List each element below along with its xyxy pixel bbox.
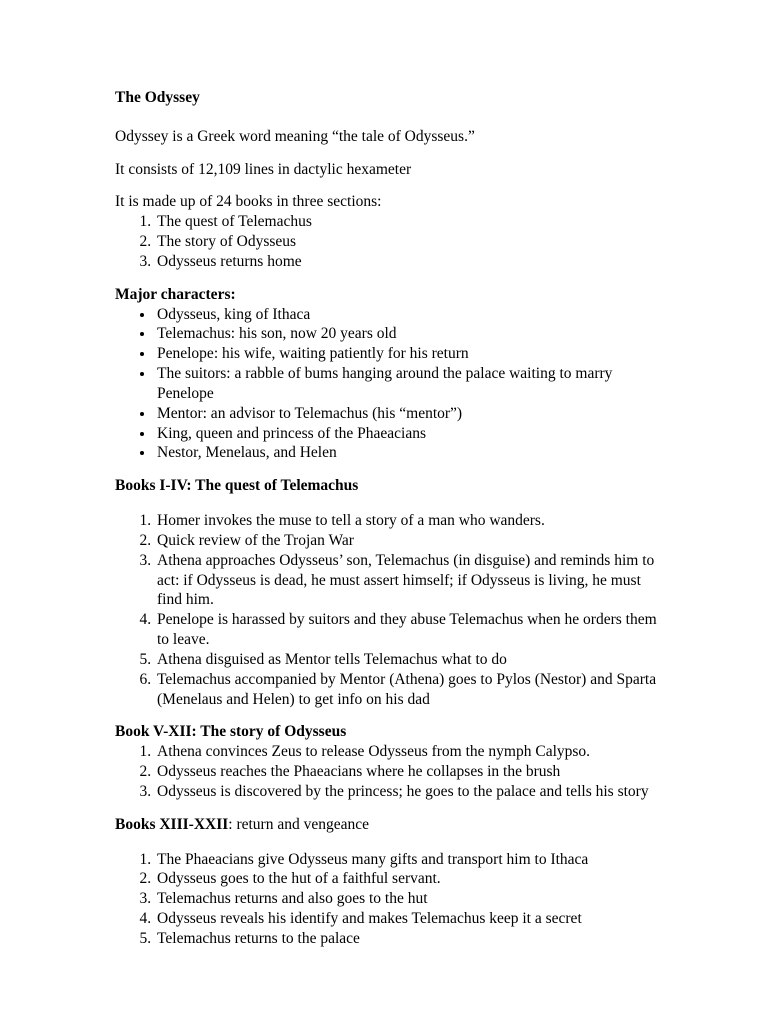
list-item: • Telemachus: his son, now 20 years old <box>155 324 658 344</box>
list-item: 5. Athena disguised as Mentor tells Telemachus what to do <box>155 650 658 670</box>
list-item: 4. Penelope is harassed by suitors and they abuse Telemachus when he orders them to leave. <box>155 610 658 650</box>
characters-heading: Major characters: <box>115 285 236 303</box>
intro-paragraph-1: Odyssey is a Greek word meaning “the tale of Odysseus.” <box>115 127 475 145</box>
list-item: 1. The Phaeacians give Odysseus many gifts and transport him to Ithaca <box>155 850 658 870</box>
list-item: 4. Odysseus reveals his identify and makes Telemachus keep it a secret <box>155 909 658 929</box>
list-item: 2. The story of Odysseus <box>155 232 658 252</box>
books-5-12-heading: Book V-XII: The story of Odysseus <box>115 723 347 741</box>
books-13-22-list <box>115 850 658 949</box>
books-1-4-heading: Books I-IV: The quest of Telemachus <box>115 477 359 495</box>
books-13-22-heading-bold: Books XIII-XXII <box>115 815 229 833</box>
books-13-22-heading <box>115 815 658 835</box>
intro-paragraph-2: It consists of 12,109 lines in dactylic hexameter <box>115 160 412 178</box>
list-item: 2. Quick review of the Trojan War <box>155 531 658 551</box>
list-item: 1. The quest of Telemachus <box>155 212 658 232</box>
list-item: • Penelope: his wife, waiting patiently for his return <box>155 344 658 364</box>
list-item: 5. Telemachus returns to the palace <box>155 929 658 949</box>
list-item: 3. Athena approaches Odysseus’ son, Telemachus (in disguise) and reminds him to act: if Odysseus is dead, he must assert himself; if Odysseus is living, he must find him. <box>155 551 658 610</box>
list-item: 3. Odysseus is discovered by the princess; he goes to the palace and tells his story <box>155 782 658 802</box>
list-item: • Nestor, Menelaus, and Helen <box>155 443 658 463</box>
list-item: 1. Homer invokes the muse to tell a story of a man who wanders. <box>155 511 658 531</box>
list-item: • King, queen and princess of the Phaeacians <box>155 424 658 444</box>
list-item: • Mentor: an advisor to Telemachus (his “mentor”) <box>155 404 658 424</box>
books-5-12-list <box>115 742 658 801</box>
list-item: 3. Telemachus returns and also goes to the hut <box>155 889 658 909</box>
list-item: 6. Telemachus accompanied by Mentor (Athena) goes to Pylos (Nestor) and Sparta (Menelaus and Helen) to get info on his dad <box>155 670 658 710</box>
books-13-22-heading-rest: : return and vengeance <box>228 815 369 833</box>
books-1-4-list <box>115 511 658 709</box>
list-item: • The suitors: a rabble of bums hanging around the palace waiting to marry Penelope <box>155 364 658 404</box>
sections-list <box>115 212 658 271</box>
list-item: 2. Odysseus goes to the hut of a faithful servant. <box>155 869 658 889</box>
list-item: 2. Odysseus reaches the Phaeacians where he collapses in the brush <box>155 762 658 782</box>
list-item: • Odysseus, king of Ithaca <box>155 305 658 325</box>
sections-lead: It is made up of 24 books in three sections: <box>115 193 382 211</box>
doc-title: The Odyssey <box>115 89 200 106</box>
characters-list <box>115 305 658 464</box>
list-item: 1. Athena convinces Zeus to release Odysseus from the nymph Calypso. <box>155 742 658 762</box>
list-item: 3. Odysseus returns home <box>155 252 658 272</box>
